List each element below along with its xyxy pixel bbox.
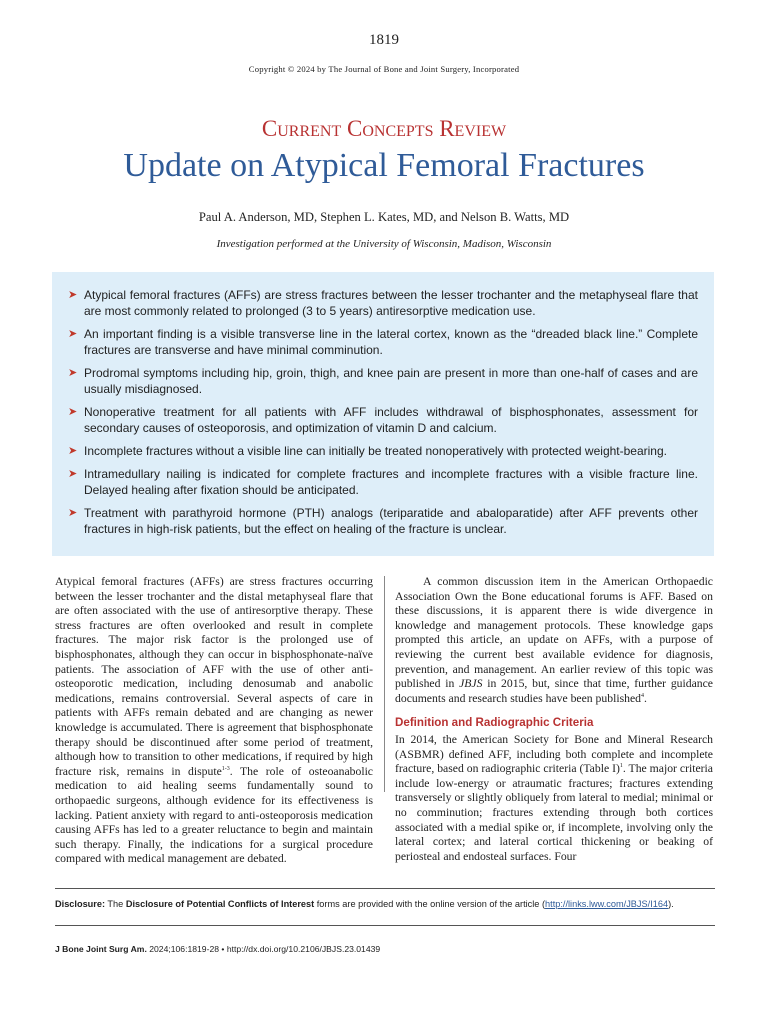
key-point-text: Incomplete fractures without a visible line can initially be treated nonoperatively with protected weight-bearing.	[84, 444, 667, 458]
key-point-text: Nonoperative treatment for all patients with AFF includes withdrawal of bisphosphonates, assessment for secondary causes of osteoporosis, and optimization of vitamin D and calcium.	[84, 405, 698, 435]
divider-line	[55, 925, 715, 926]
key-point	[68, 365, 698, 397]
section-heading: Definition and Radiographic Criteria	[395, 716, 594, 730]
copyright-line: Copyright © 2024 by The Journal of Bone and Joint Surgery, Incorporated	[248, 64, 520, 74]
column-divider	[384, 576, 385, 792]
investigation-note: Investigation performed at the University of Wisconsin, Madison, Wisconsin	[216, 238, 552, 250]
body-column-right	[395, 575, 713, 864]
arrow-bullet-icon: ➤	[68, 506, 78, 519]
key-point-text: Intramedullary nailing is indicated for complete fractures and incomplete fractures with a visible fracture line. Delayed healing after fixation should be anticipated.	[84, 467, 698, 497]
key-point	[68, 443, 698, 459]
key-points-box	[52, 272, 714, 556]
article-title: Update on Atypical Femoral Fractures	[123, 147, 645, 184]
bullet-separator: •	[221, 944, 225, 954]
key-point	[68, 326, 698, 358]
background-paragraph: A common discussion item in the American Orthopaedic Association Own the Bone educational forums is AFF. Based on these discussions, it is apparent there is wide divergence in knowledge and management protocols. These knowledge gaps prompted this article, an update on AFFs, with a purpose of reviewing the current best available evidence for diagnosis, prevention, and management. An earlier review of this topic was published in JBJS in 2015, but, since that time, further guidance documents and research studies have been published$^4$.	[395, 575, 713, 705]
key-point-text: Prodromal symptoms including hip, groin, thigh, and knee pain are present in more than one-half of cases and are usually misdiagnosed.	[84, 366, 698, 396]
reference-marker: 1	[619, 763, 623, 770]
definition-paragraph: In 2014, the American Society for Bone and Mineral Research (ASBMR) defined AFF, including both complete and incomplete fracture, based on radiographic criteria (Table I)$^1$. The major criteria include low-energy or atraumatic fractures; fractures extending transversely or slightly obliquely from lateral to medial; minimal or no comminution; fractures extending through both cortices associated with a medial spike or, if incomplete, involving only the lateral cortex; and lateral cortical thickening or beaking of periosteal and endosteal surfaces. Four	[395, 732, 713, 863]
key-point	[68, 505, 698, 537]
key-point-text: Treatment with parathyroid hormone (PTH) analogs (teriparatide and abaloparatide) after AFF prevents other fractures in high-risk patients, but the effect on healing of the fracture is unclear.	[84, 506, 698, 536]
arrow-bullet-icon: ➤	[68, 444, 78, 457]
author-list: Paul A. Anderson, MD, Stephen L. Kates, MD, and Nelson B. Watts, MD	[198, 210, 570, 224]
key-point	[68, 287, 698, 319]
key-point-text: Atypical femoral fractures (AFFs) are stress fractures between the lesser trochanter and the metaphyseal flare that are most commonly related to prolonged (3 to 5 years) antiresorptive medication use.	[84, 288, 698, 318]
section-label: Current Concepts Review	[261, 116, 507, 141]
reference-marker: 1-3	[221, 765, 230, 772]
arrow-bullet-icon: ➤	[68, 467, 78, 480]
arrow-bullet-icon: ➤	[68, 405, 78, 418]
citation-footer: J Bone Joint Surg Am. 2024;106:1819-28 • http://dx.doi.org/10.2106/JBJS.23.01439	[55, 944, 381, 954]
disclosure-note: Disclosure: The Disclosure of Potential Conflicts of Interest forms are provided with the online version of the article (http://links.lww.com/JBJS/I164).	[55, 899, 674, 909]
arrow-bullet-icon: ➤	[68, 327, 78, 340]
arrow-bullet-icon: ➤	[68, 366, 78, 379]
reference-marker: 4	[641, 692, 645, 699]
disclosure-link[interactable]: http://links.lww.com/JBJS/I164	[545, 899, 669, 909]
intro-paragraph: Atypical femoral fractures (AFFs) are stress fractures occurring between the lesser trochanter and the distal metaphyseal flare that are often associated with the use of antiresorptive therapy. These stress fractures are often overlooked and result in complete fractures. The major risk factor is the prolonged use of bisphosphonates, although they can occur in bisphosphonate-naïve patients. The association of AFF with the use of other anti-osteoporotic medication, including denosumab and anabolic medications, remains controversial. Several aspects of care in patients with AFFs remain debated and are changing as newer knowledge is accumulated. There is agreement that bisphosphonate therapy should be discontinued after some period of treatment, although how to transition to other medications, if required by high fracture risk, remains in dispute$^{1-3}$. The role of osteoanabolic medication to aid healing seems fundamentally sound to orthopaedic surgeons, although evidence for its effectiveness is lacking. Patient anxiety with regard to anti-osteoporosis medication causing AFFs has led to a greater reluctance to begin and maintain such therapy. Finally, the indications for a surgical procedure compared with medical management are debated.	[55, 575, 373, 866]
key-point	[68, 404, 698, 436]
divider-line	[55, 888, 715, 889]
key-point	[68, 466, 698, 498]
journal-abbrev: J Bone Joint Surg Am.	[55, 944, 147, 954]
page-number: 1819	[369, 32, 399, 48]
key-point-text: An important finding is a visible transverse line in the lateral cortex, known as the “dreaded black line.” Complete fractures are transverse and have minimal comminution.	[84, 327, 698, 357]
arrow-bullet-icon: ➤	[68, 288, 78, 301]
body-column-left	[55, 575, 373, 867]
doi-link[interactable]: http://dx.doi.org/10.2106/JBJS.23.01439	[226, 944, 381, 954]
